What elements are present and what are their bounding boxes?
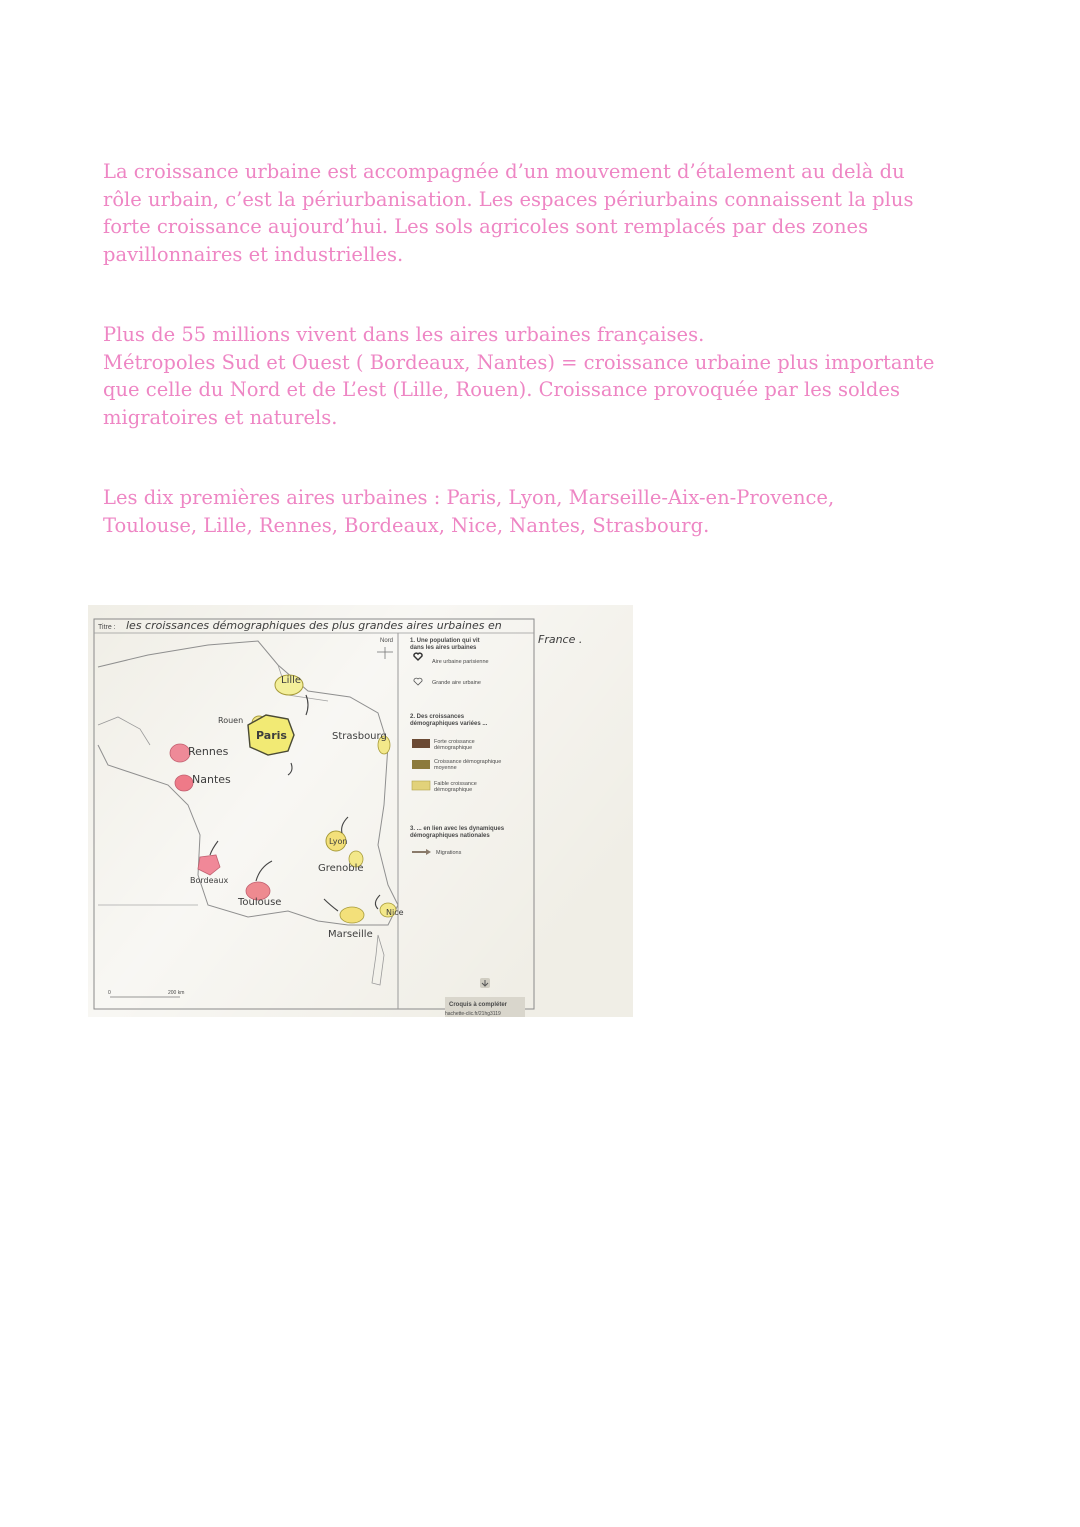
city-label-rouen: Rouen: [218, 716, 244, 725]
city-label-lyon: Lyon: [329, 837, 348, 846]
north-label: Nord: [380, 638, 394, 644]
city-label-marseille: Marseille: [328, 929, 373, 940]
legend-item-paris: Aire urbaine parisienne: [432, 659, 489, 665]
legend-section3-title-line2: démographiques nationales: [410, 833, 490, 839]
legend-section2-title-line2: démographiques variées ...: [410, 721, 488, 727]
legend-faible-line2: démographique: [434, 787, 473, 793]
legend-faible-line1: Faible croissance: [434, 781, 477, 787]
legend-section1-title-line1: 1. Une population qui vit: [410, 638, 480, 644]
legend-migrations: Migrations: [436, 850, 462, 856]
map-sketch: [88, 605, 633, 1017]
light-glare: [88, 605, 633, 1017]
legend-section1-title-line2: dans les aires urbaines: [410, 645, 477, 651]
map-title-handwritten: les croissances démographiques des plus grandes aires urbaines en: [126, 619, 502, 632]
map-title-handwritten-cont: France .: [538, 633, 583, 646]
paragraph-population-urbaine: Plus de 55 millions vivent dans les aires urbaines françaises. Métropoles Sud et Ouest ( Bordeaux, Nantes) = croissance urbaine plus importante que celle du Nord et de L’est (Lille, Rouen). Croissance provoquée par les soldes migratoires et naturels.: [103, 323, 935, 429]
city-label-strasbourg: Strasbourg: [332, 731, 387, 742]
city-label-bordeaux: Bordeaux: [190, 876, 229, 885]
legend-section3-title-line1: 3. ... en lien avec les dynamiques: [410, 826, 505, 832]
city-label-grenoble: Grenoble: [318, 863, 364, 874]
city-label-toulouse: Toulouse: [238, 897, 282, 908]
city-label-rennes: Rennes: [188, 745, 229, 758]
swatch-moyenne: [412, 760, 430, 769]
blob-nantes: [175, 775, 193, 791]
legend-item-grande: Grande aire urbaine: [432, 680, 481, 686]
legend-forte-line1: Forte croissance: [434, 739, 475, 745]
city-label-nice: Nice: [386, 908, 404, 917]
legend-moyenne-line1: Croissance démographique: [434, 759, 502, 765]
city-label-nantes: Nantes: [192, 773, 231, 786]
legend-moyenne-line2: moyenne: [434, 765, 457, 771]
legend-forte-line2: démographique: [434, 745, 473, 751]
swatch-faible: [412, 781, 430, 790]
paragraph-periurbanisation: La croissance urbaine est accompagnée d’un mouvement d’étalement au delà du rôle urbain, c’est la périurbanisation. Les espaces périurbains connaissent la plus forte croissance aujourd’hui. Les sols agricoles sont remplacés par des zones pavillonnaires et industrielles.: [103, 160, 914, 266]
map-title-label: Titre :: [98, 624, 116, 631]
city-label-lille: Lille: [281, 675, 302, 686]
blob-rennes: [170, 744, 190, 762]
city-label-paris: Paris: [256, 729, 287, 742]
scale-distance: 200 km: [168, 990, 185, 996]
blob-marseille: [340, 907, 364, 923]
paragraph-dix-aires-urbaines: Les dix premières aires urbaines : Paris, Lyon, Marseille-Aix-en-Provence, Toulouse, Lille, Rennes, Bordeaux, Nice, Nantes, Strasbourg.: [103, 486, 835, 537]
footer-line1: Croquis à compléter: [449, 1002, 508, 1008]
scale-zero: 0: [108, 990, 111, 996]
map-photo: [88, 605, 633, 1017]
download-icon: [480, 978, 490, 988]
footer-line2: hachette-clic.fr/21hg3119: [445, 1011, 501, 1017]
legend-section2-title-line1: 2. Des croissances: [410, 714, 465, 720]
swatch-forte: [412, 739, 430, 748]
